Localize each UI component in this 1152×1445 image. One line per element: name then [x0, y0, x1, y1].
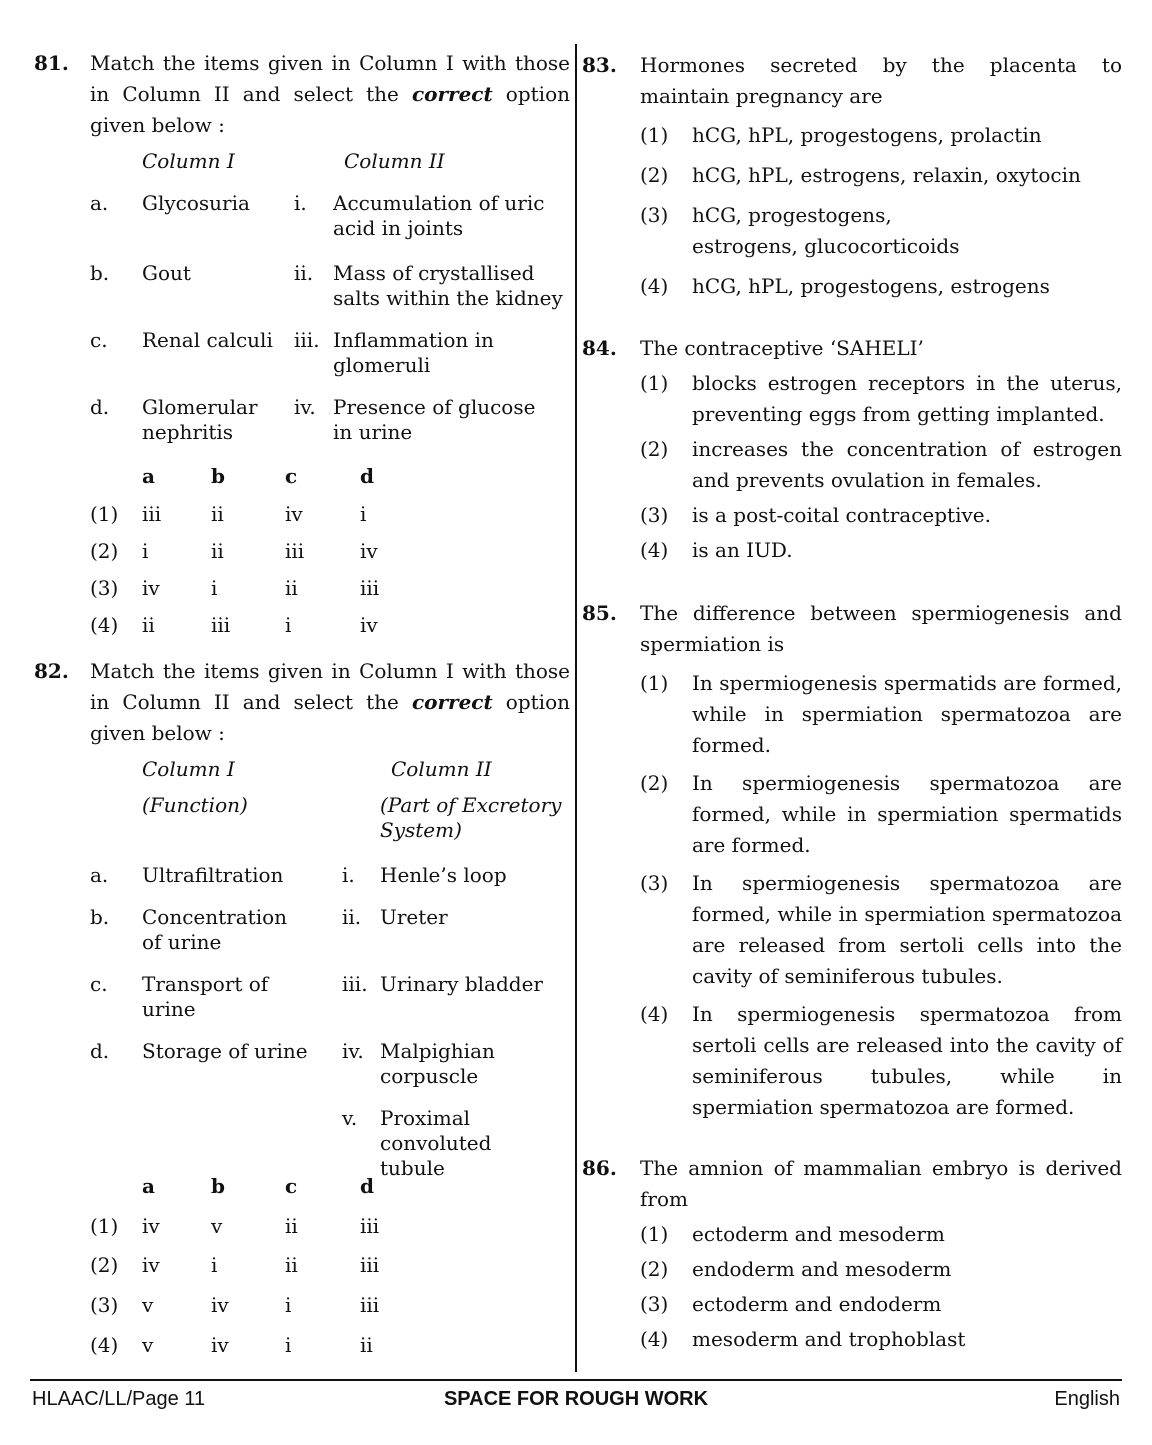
option-item: (4) mesoderm and trophoblast [640, 1327, 966, 1351]
footer-language: English [1054, 1388, 1120, 1410]
footer-page-code: HLAAC/LL/Page 11 [32, 1388, 206, 1410]
answer-grid-81 [90, 464, 570, 650]
option-item: (4) In spermiogenesis spermatozoa from sertoli cells are released into the cavity of seminiferous tubules, while in spermiation spermatozoa are formed. [640, 1002, 1122, 1119]
match-row: a. Ultrafiltration i. Henle’s loop [90, 863, 507, 887]
options-86 [582, 1219, 1122, 1355]
question-number: 84. [582, 336, 617, 360]
match-row: v. Proximal convoluted tubule [342, 1106, 492, 1180]
option-item: (2) In spermiogenesis spermatozoa are formed, while in spermiation spermatids are formed. [640, 771, 1122, 857]
question-84 [582, 333, 1122, 364]
question-number: 83. [582, 53, 617, 77]
match-subheader-row [90, 793, 570, 863]
question-82 [34, 656, 570, 749]
option-item: (1) hCG, hPL, progestogens, prolactin [640, 123, 1042, 147]
answer-option-row: (2) iv i ii iii [90, 1253, 380, 1277]
footer-rule [30, 1379, 1122, 1381]
answer-header-row: a b c d [142, 1174, 374, 1198]
match-header-row [90, 149, 570, 191]
question-stem: The difference between spermiogenesis and spermiation is [640, 601, 1122, 656]
match-row: d. Storage of urine iv. Malpighian corpuscle [90, 1039, 495, 1088]
answer-option-row: (3) iv i ii iii [90, 576, 380, 600]
match-row: a. Glycosuria i. Accumulation of uric acid in joints [90, 191, 545, 240]
options-83 [582, 120, 1122, 302]
column-ii-header: Column II [344, 149, 445, 173]
footer-rough-work: SPACE FOR ROUGH WORK [443, 1388, 709, 1410]
right-column [582, 50, 1122, 1355]
match-table-82 [90, 757, 570, 1180]
question-number: 85. [582, 601, 617, 625]
question-stem: Match the items given in Column I with those in Column II and select the correct option given below : [90, 659, 571, 745]
option-item: (4) hCG, hPL, progestogens, estrogens [640, 274, 1050, 298]
question-83 [582, 50, 1122, 112]
answer-option-row: (2) i ii iii iv [90, 539, 378, 563]
option-item: (3) In spermiogenesis spermatozoa are formed, while in spermiation spermatozoa are released from sertoli cells into the cavity of seminiferous tubules. [640, 871, 1122, 988]
match-row: c. Renal calculi iii. Inflammation in glomeruli [90, 328, 494, 377]
option-item: (2) increases the concentration of estrogen and prevents ovulation in females. [640, 437, 1122, 492]
question-stem: Match the items given in Column I with those in Column II and select the correct option given below : [90, 51, 571, 137]
option-item: (1) In spermiogenesis spermatids are formed, while in spermiation spermatozoa are formed. [640, 671, 1122, 757]
answer-option-row: (4) ii iii i iv [90, 613, 378, 637]
option-item: (3) ectoderm and endoderm [640, 1292, 942, 1316]
option-item: (3) is a post-coital contraceptive. [640, 503, 991, 527]
question-stem: The amnion of mammalian embryo is derived from [640, 1156, 1122, 1211]
match-row: c. Transport of urine iii. Urinary bladder [90, 972, 543, 1021]
option-item: (2) hCG, hPL, estrogens, relaxin, oxytocin [640, 163, 1081, 187]
answer-option-row: (4) v iv i ii [90, 1333, 373, 1357]
answer-header-row: a b c d [142, 464, 374, 488]
question-86 [582, 1153, 1122, 1215]
question-number: 86. [582, 1156, 617, 1180]
answer-option-row: (3) v iv i iii [90, 1293, 380, 1317]
match-row: d. Glomerular nephritis iv. Presence of glucose in urine [90, 395, 536, 444]
column-i-subheader: (Function) [142, 793, 248, 817]
question-number: 81. [34, 51, 69, 75]
answer-grid-82 [90, 1174, 570, 1370]
question-stem: The contraceptive ‘SAHELI’ [640, 336, 924, 360]
column-i-header: Column I [142, 757, 235, 781]
column-ii-header: Column II [391, 757, 492, 781]
match-row: b. Gout ii. Mass of crystallised salts within the kidney [90, 261, 563, 310]
match-table-81 [90, 149, 570, 464]
left-column [34, 48, 570, 1370]
column-ii-subheader: (Part of Excretory System) [380, 793, 562, 842]
option-item: (4) is an IUD. [640, 538, 793, 562]
options-85 [582, 668, 1122, 1123]
option-item: (1) blocks estrogen receptors in the uterus, preventing eggs from getting implanted. [640, 371, 1122, 426]
option-item: (1) ectoderm and mesoderm [640, 1222, 945, 1246]
option-item: (3) hCG, progestogens, estrogens, glucocorticoids [640, 203, 960, 258]
options-84 [582, 368, 1122, 566]
question-81 [34, 48, 570, 141]
column-i-header: Column I [142, 149, 235, 173]
question-85 [582, 598, 1122, 660]
answer-option-row: (1) iv v ii iii [90, 1214, 380, 1238]
match-header-row [90, 757, 570, 793]
question-number: 82. [34, 659, 69, 683]
column-divider [575, 44, 577, 1372]
answer-option-row: (1) iii ii iv i [90, 502, 367, 526]
question-stem: Hormones secreted by the placenta to maintain pregnancy are [640, 53, 1122, 108]
option-item: (2) endoderm and mesoderm [640, 1257, 952, 1281]
match-row: b. Concentration of urine ii. Ureter [90, 905, 448, 954]
